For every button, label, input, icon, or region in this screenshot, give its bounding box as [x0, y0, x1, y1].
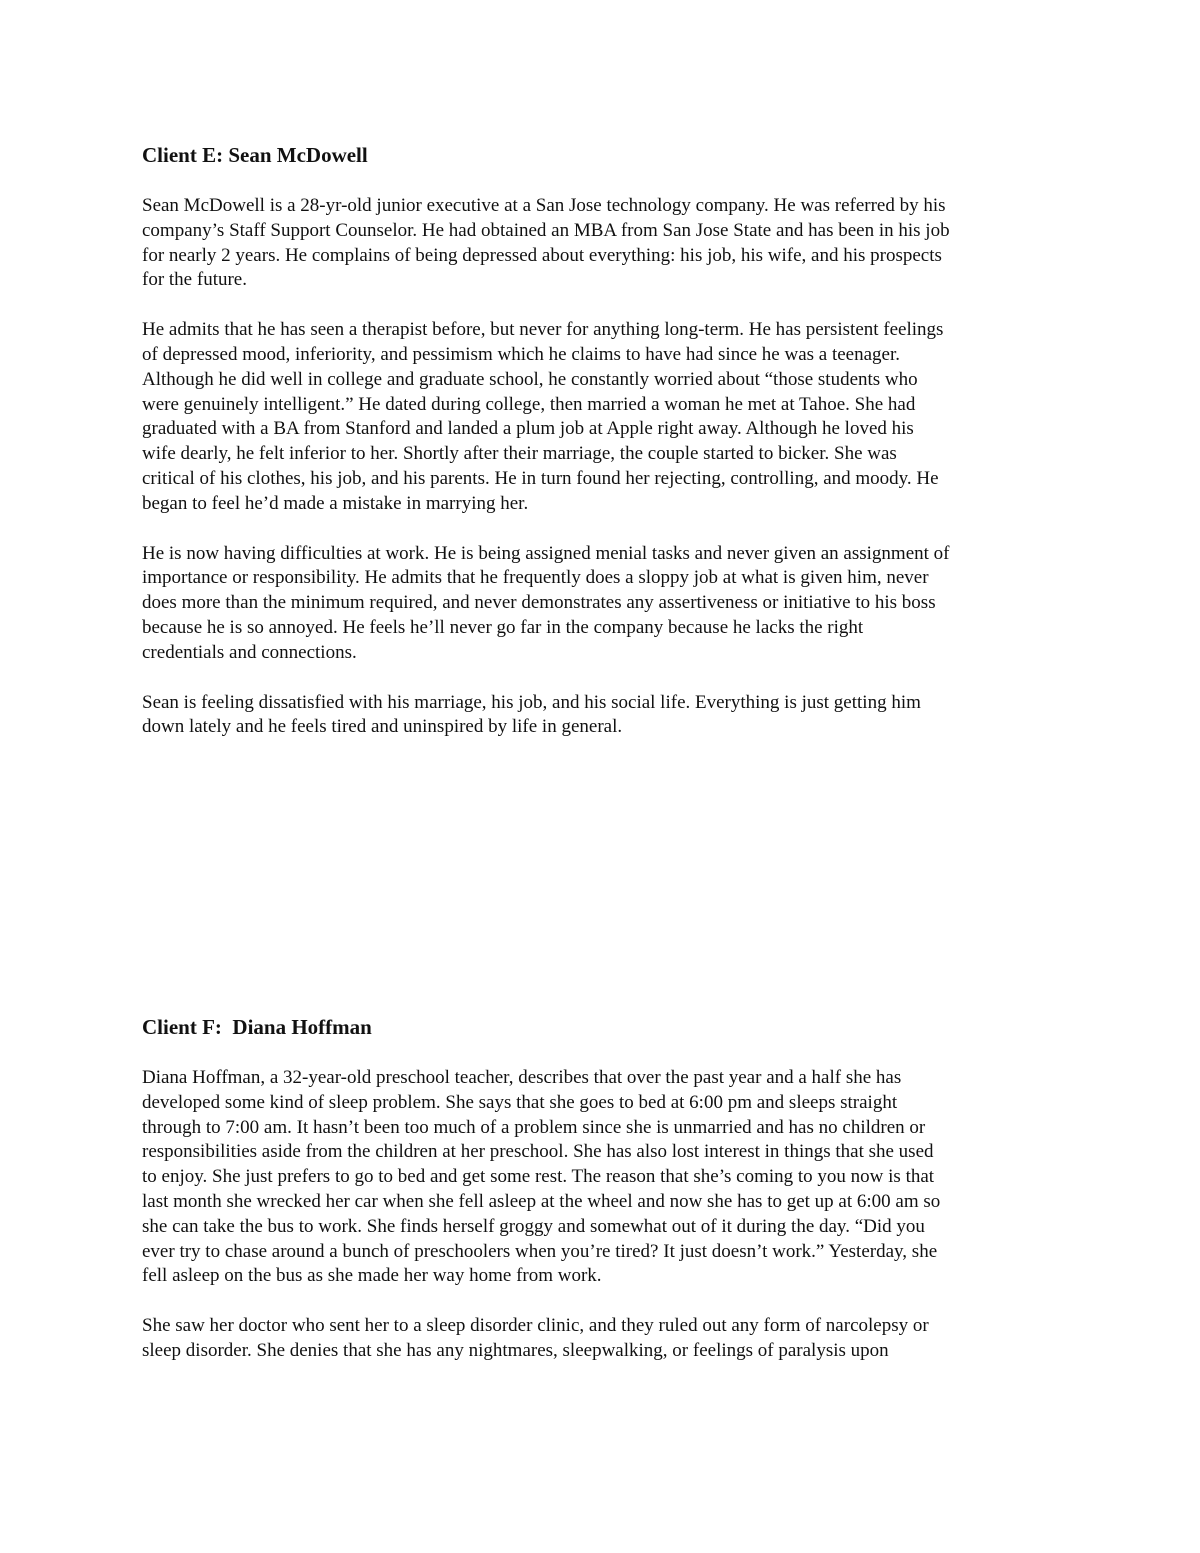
- text-line: credentials and connections.: [142, 641, 357, 663]
- client-f-paragraph-2: [142, 1314, 1062, 1364]
- client-e-section: [142, 140, 1062, 765]
- text-line: fell asleep on the bus as she made her way home from work.: [142, 1265, 602, 1287]
- text-line: for the future.: [142, 269, 247, 291]
- text-line: she can take the bus to work. She finds herself groggy and somewhat out of it during the day. “Did you: [142, 1215, 925, 1237]
- text-line: does more than the minimum required, and never demonstrates any assertiveness or initiative to his boss: [142, 592, 936, 614]
- text-line: graduated with a BA from Stanford and landed a plum job at Apple right away. Although he loved his: [142, 418, 914, 440]
- text-line: company’s Staff Support Counselor. He had obtained an MBA from San Jose State and has been in his job: [142, 219, 950, 241]
- text-line: were genuinely intelligent.” He dated during college, then married a woman he met at Tahoe. She had: [142, 393, 916, 415]
- text-line: critical of his clothes, his job, and his parents. He in turn found her rejecting, controlling, and moody. He: [142, 467, 939, 489]
- client-e-paragraph-2: [142, 318, 1062, 516]
- text-line: sleep disorder. She denies that she has any nightmares, sleepwalking, or feelings of paralysis upon: [142, 1339, 889, 1361]
- text-line: Sean McDowell is a 28-yr-old junior executive at a San Jose technology company. He was referred by his: [142, 195, 946, 216]
- text-line: Sean is feeling dissatisfied with his marriage, his job, and his social life. Everything is just getting him: [142, 691, 921, 713]
- text-line: Diana Hoffman, a 32-year-old preschool teacher, describes that over the past year and a half she has: [142, 1067, 902, 1088]
- client-e-heading: Client E: Sean McDowell: [142, 143, 368, 167]
- text-line: Although he did well in college and graduate school, he constantly worried about “those students who: [142, 368, 918, 390]
- text-line: He admits that he has seen a therapist before, but never for anything long-term. He has persistent feelings: [142, 319, 944, 341]
- client-f-paragraph-1: [142, 1066, 1062, 1289]
- client-f-section: [142, 1012, 1062, 1389]
- text-line: responsibilities aside from the children at her preschool. She has also lost interest in things that she used: [142, 1141, 934, 1163]
- client-e-paragraph-3: [142, 542, 1062, 666]
- text-line: through to 7:00 am. It hasn’t been too much of a problem since she is unmarried and has no children or: [142, 1116, 926, 1138]
- text-line: of depressed mood, inferiority, and pessimism which he claims to have had since he was a teenager.: [142, 343, 901, 365]
- text-line: wife dearly, he felt inferior to her. Shortly after their marriage, the couple started to bicker. She was: [142, 443, 897, 465]
- client-e-paragraph-4: [142, 691, 1062, 741]
- text-line: began to feel he’d made a mistake in marrying her.: [142, 492, 529, 514]
- text-line: developed some kind of sleep problem. She says that she goes to bed at 6:00 pm and sleeps straight: [142, 1091, 898, 1113]
- text-line: because he is so annoyed. He feels he’ll never go far in the company because he lacks the right: [142, 616, 864, 638]
- text-line: He is now having difficulties at work. He is being assigned menial tasks and never given an assignment of: [142, 542, 950, 564]
- client-e-paragraph-1: [142, 194, 1062, 293]
- client-f-heading: Client F: Diana Hoffman: [142, 1015, 372, 1039]
- text-line: to enjoy. She just prefers to go to bed and get some rest. The reason that she’s coming to you now is that: [142, 1166, 935, 1188]
- text-line: importance or responsibility. He admits that he frequently does a sloppy job at what is given him, never: [142, 567, 929, 589]
- text-line: last month she wrecked her car when she fell asleep at the wheel and now she has to get up at 6:00 am so: [142, 1190, 941, 1212]
- text-line: ever try to chase around a bunch of preschoolers when you’re tired? It just doesn’t work.” Yesterday, she: [142, 1240, 938, 1262]
- text-line: She saw her doctor who sent her to a sleep disorder clinic, and they ruled out any form of narcolepsy or: [142, 1315, 929, 1337]
- text-line: for nearly 2 years. He complains of being depressed about everything: his job, his wife, and his prospects: [142, 244, 942, 266]
- text-line: down lately and he feels tired and uninspired by life in general.: [142, 716, 623, 738]
